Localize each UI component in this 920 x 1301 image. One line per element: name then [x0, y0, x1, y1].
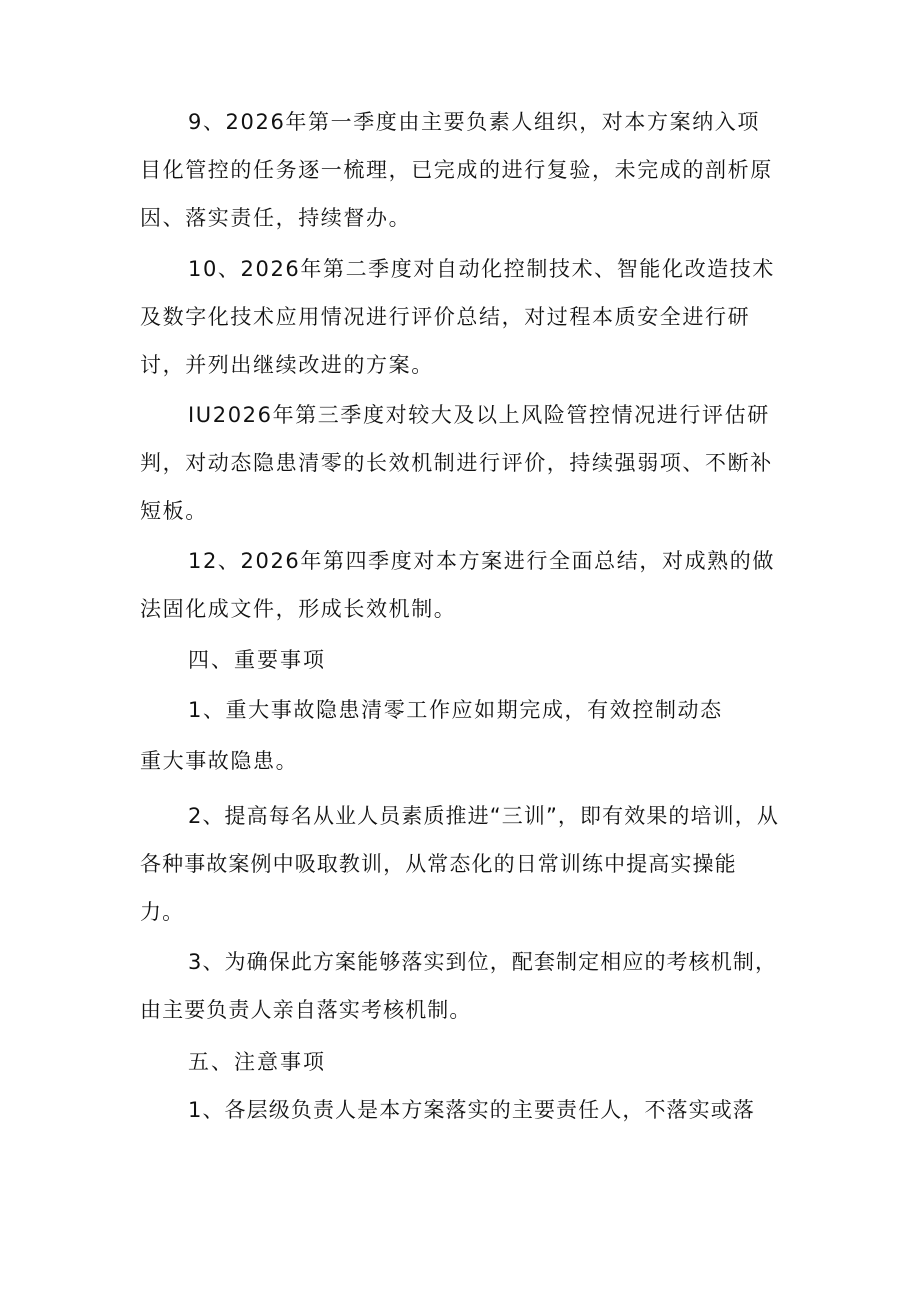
- paragraph-important-1: 1、重大事故隐患清零工作应如期完成，有效控制动态: [188, 698, 723, 722]
- paragraph-item-11: IU2026年第三季度对较大及以上风险管控情况进行评估研判，对动态隐患清零的长效机制进行评价，持续强弱项、不断补短板。: [140, 403, 773, 523]
- section-heading-notes: 五、注意事项: [188, 1050, 326, 1074]
- paragraph-important-2: 2、提高每名从业人员素质推进“三训”，即有效果的培训，从各种事故案例中吸取教训，从常态化的日常训练中提高实操能力。: [140, 804, 779, 924]
- paragraph-item-12: 12、2026年第四季度对本方案进行全面总结，对成熟的做法固化成文件，形成长效机制。: [140, 549, 775, 621]
- paragraph-important-1-continued: 重大事故隐患。: [140, 749, 299, 773]
- section-heading-important-matters: 四、重要事项: [188, 648, 326, 672]
- paragraph-notes-1: 1、各层级负责人是本方案落实的主要责任人，不落实或落: [188, 1098, 755, 1122]
- paragraph-item-9: 9、2026年第一季度由主要负素人组织，对本方案纳入项目化管控的任务逐一梳理，已完成的进行复验，未完成的剖析原因、落实责任，持续督办。: [140, 110, 773, 230]
- paragraph-important-3: 3、为确保此方案能够落实到位，配套制定相应的考核机制，由主要负责人亲自落实考核机制。: [140, 950, 778, 1022]
- paragraph-item-10: 10、2026年第二季度对自动化控制技术、智能化改造技术及数字化技术应用情况进行评价总结，对过程本质安全进行研讨，并列出继续改进的方案。: [140, 257, 775, 377]
